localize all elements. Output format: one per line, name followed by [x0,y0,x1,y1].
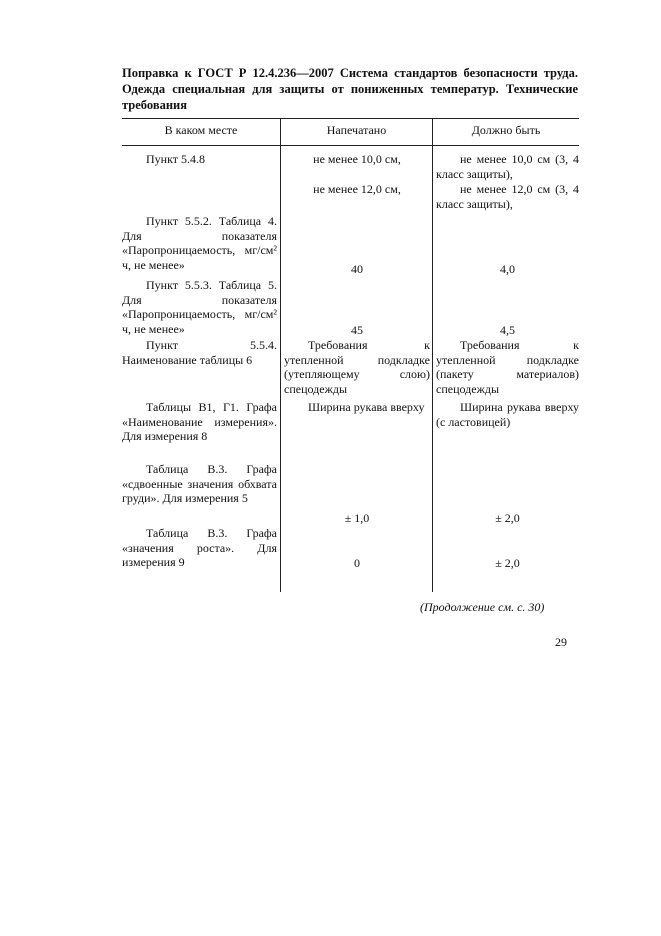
row3-place: Пункт 5.5.3. Таблица 5. Для показателя «Паропроницаемость, мг/см² ч, не менее» [122,278,277,336]
row2-printed: 40 [351,262,363,276]
table-top-rule [122,118,579,119]
row3-correct: 4,5 [500,323,515,337]
header-bottom-rule [122,145,579,146]
row1-correct-b: не менее 12,0 см (3, 4 класс защиты), [436,182,579,211]
row7-printed: 0 [354,556,360,570]
row2-correct: 4,0 [500,262,515,276]
row4-correct: Требования к утепленной подкладке (пакету материалов) спецодежды [436,338,579,396]
row2-place: Пункт 5.5.2. Таблица 4. Для показателя «Паропроницаемость, мг/см² ч, не менее» [122,214,277,272]
row7-place: Таблица В.3. Графа «значения роста». Для измерения 9 [122,526,277,570]
column-divider-1 [280,118,281,592]
row1-printed-a: не менее 10,0 см, [313,152,401,166]
continuation-note: (Продолжение см. с. 30) [420,600,545,614]
row6-printed: ± 1,0 [344,511,370,525]
row4-place: Пункт 5.5.4. Наименование таблицы 6 [122,338,277,367]
corrections-table [122,118,579,592]
row7-correct: ± 2,0 [495,556,520,570]
row6-place: Таблица В.3. Графа «сдвоенные значения обхвата груди». Для измерения 5 [122,462,277,506]
row6-correct: ± 2,0 [495,511,520,525]
row1-printed-b: не менее 12,0 см, [313,182,401,196]
page-number: 29 [555,635,567,649]
header-printed: Напечатано [326,123,387,137]
row5-printed: Ширина рукава вверху [308,400,425,414]
row4-printed: Требования к утепленной подкладке (утепляющему слою) спецодежды [284,338,430,396]
row1-place: Пункт 5.4.8 [146,152,206,166]
row1-correct-a: не менее 10,0 см (3, 4 класс защиты), [436,152,579,181]
header-place: В каком месте [164,123,238,137]
row3-printed: 45 [351,323,363,337]
row5-correct: Ширина рукава вверху (с ластовицей) [436,400,579,429]
column-divider-2 [432,118,433,592]
row5-place: Таблицы В1, Г1. Графа «Наименование измерения». Для измерения 8 [122,400,277,444]
document-title: Поправка к ГОСТ Р 12.4.236—2007 Система стандартов безопасности труда. Одежда специальная для защиты от пониженных температур. Технические требования [122,66,578,112]
header-correct: Должно быть [471,123,541,137]
